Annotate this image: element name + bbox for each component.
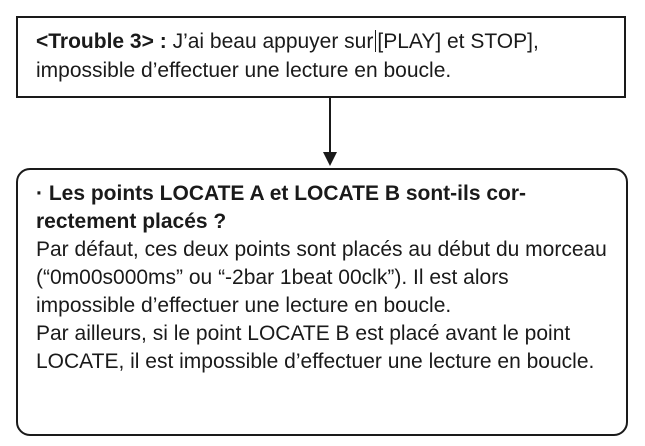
arrow-down-icon — [323, 152, 337, 166]
trouble-text-start: J’ai beau appuyer sur — [172, 30, 374, 53]
answer-paragraph-1: Par défaut, ces deux points sont placés au début du morceau (“0m00s000ms” ou “-2bar 1beat 00clk”). Il est alors impossible d’effectuer une lecture en boucle. — [36, 238, 607, 317]
trouble-title: <Trouble 3> : — [36, 30, 167, 53]
answer-box — [16, 168, 628, 436]
trouble-text-end: [PLAY] et STOP], impossible d’effectuer une lecture en boucle. — [36, 30, 539, 82]
answer-paragraph-2: Par ailleurs, si le point LOCATE B est placé avant le point LOCATE, il est impossible d’effectuer une lecture en boucle. — [36, 322, 595, 373]
answer-question: · Les points LOCATE A et LOCATE B sont-ils cor-rectement placés ? — [36, 182, 527, 233]
